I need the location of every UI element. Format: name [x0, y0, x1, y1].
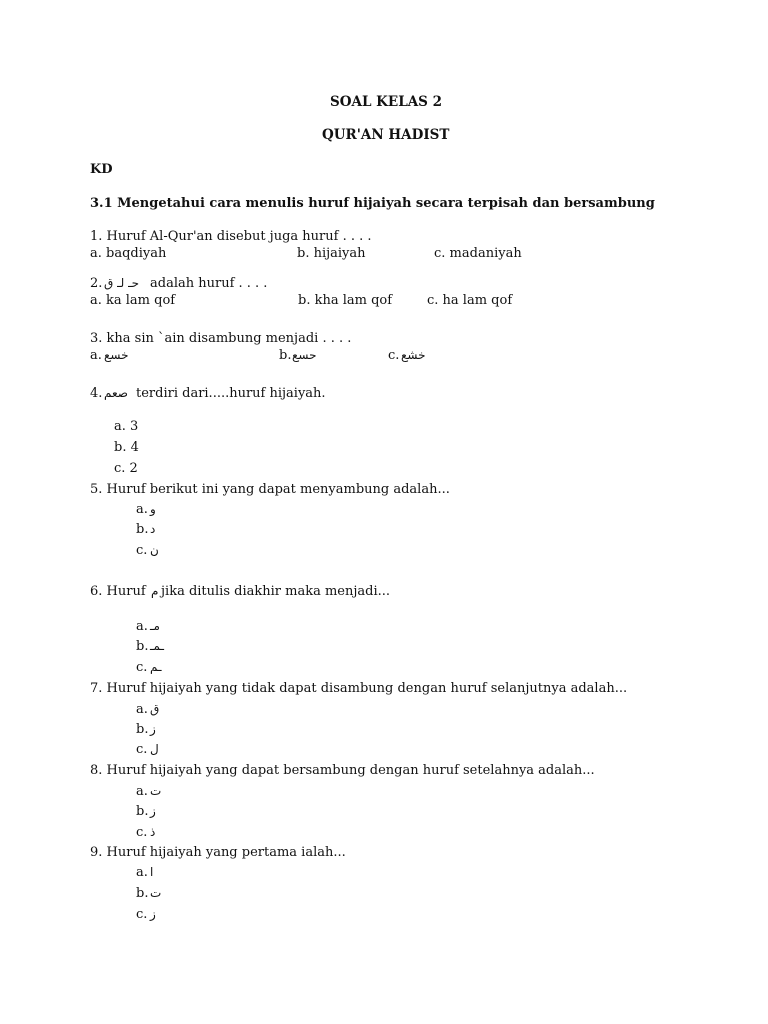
question-2-number: 2. — [90, 276, 103, 291]
document-title: SOAL KELAS 2 — [330, 94, 443, 110]
question-8-option-b: ز — [150, 804, 156, 818]
question-7-option-b: ز — [150, 722, 156, 736]
question-5-option-a-prefix: a. — [136, 502, 148, 517]
question-9-option-b: ت — [150, 886, 162, 900]
question-2-option-b: b. kha lam qof — [298, 293, 393, 308]
question-7-option-a: ق — [150, 702, 160, 716]
question-6-option-a-prefix: a. — [136, 619, 148, 634]
question-3-option-b-prefix: b. — [279, 348, 292, 363]
question-3-option-c: خشع — [401, 348, 426, 362]
question-7-option-c: ل — [150, 742, 159, 756]
question-7-option-c-prefix: c. — [136, 742, 148, 757]
question-4-option-b: b. 4 — [114, 440, 139, 455]
question-2-text: adalah huruf . . . . — [150, 276, 268, 291]
question-6-arabic: م — [151, 584, 159, 598]
question-2-option-a: a. ka lam qof — [90, 293, 176, 308]
question-9-option-c-prefix: c. — [136, 907, 148, 922]
question-8-option-a-prefix: a. — [136, 784, 148, 799]
question-4-option-a: a. 3 — [114, 419, 139, 434]
question-6-text-post: jika ditulis diakhir maka menjadi... — [161, 584, 391, 599]
question-3-option-a: خسع — [104, 348, 129, 362]
question-1-option-b: b. hijaiyah — [297, 246, 366, 261]
question-4-number: 4. — [90, 386, 103, 401]
question-6-option-a: مـ — [150, 619, 160, 633]
question-3-option-c-prefix: c. — [388, 348, 400, 363]
question-6-option-c: ـم — [150, 660, 162, 674]
question-3-option-a-prefix: a. — [90, 348, 102, 363]
question-1-option-c: c. madaniyah — [434, 246, 522, 261]
question-8-option-a: ت — [150, 784, 162, 798]
question-9-text: 9. Huruf hijaiyah yang pertama ialah... — [90, 845, 346, 860]
question-5-option-b: د — [150, 522, 156, 536]
question-1-option-a: a. baqdiyah — [90, 246, 167, 261]
question-6-option-b-prefix: b. — [136, 639, 149, 654]
question-9-option-c: ز — [150, 907, 156, 921]
question-7-text: 7. Huruf hijaiyah yang tidak dapat disambung dengan huruf selanjutnya adalah... — [90, 681, 628, 696]
question-5-text: 5. Huruf berikut ini yang dapat menyambung adalah... — [90, 482, 450, 497]
question-6-option-b: ـمـ — [150, 639, 164, 653]
question-2-arabic: حـ لـ ق — [104, 276, 140, 290]
question-4-option-c: c. 2 — [114, 461, 138, 476]
question-4-arabic: صعم — [104, 386, 128, 400]
question-5-option-c: ن — [150, 543, 159, 557]
question-9-option-b-prefix: b. — [136, 886, 149, 901]
question-4-text: terdiri dari.....huruf hijaiyah. — [136, 386, 326, 401]
question-3-option-b: حسع — [292, 348, 317, 362]
question-1-text: 1. Huruf Al-Qur'an disebut juga huruf . . . . — [90, 229, 372, 244]
question-9-option-a: ا — [150, 865, 154, 879]
question-8-option-c: ذ — [150, 825, 156, 839]
kd-text: 3.1 Mengetahui cara menulis huruf hijaiyah secara terpisah dan bersambung — [90, 196, 655, 211]
question-5-option-b-prefix: b. — [136, 522, 149, 537]
question-5-option-c-prefix: c. — [136, 543, 148, 558]
question-7-option-b-prefix: b. — [136, 722, 149, 737]
kd-label: KD — [90, 162, 113, 177]
question-6-text-pre: 6. Huruf — [90, 584, 146, 599]
question-7-option-a-prefix: a. — [136, 702, 148, 717]
question-6-option-c-prefix: c. — [136, 660, 148, 675]
question-3-text: 3. kha sin `ain disambung menjadi . . . . — [90, 331, 352, 346]
question-5-option-a: و — [150, 502, 156, 516]
question-8-text: 8. Huruf hijaiyah yang dapat bersambung dengan huruf setelahnya adalah... — [90, 763, 595, 778]
question-2-option-c: c. ha lam qof — [427, 293, 513, 308]
question-8-option-b-prefix: b. — [136, 804, 149, 819]
question-9-option-a-prefix: a. — [136, 865, 148, 880]
question-8-option-c-prefix: c. — [136, 825, 148, 840]
subject-title: QUR'AN HADIST — [322, 127, 450, 143]
